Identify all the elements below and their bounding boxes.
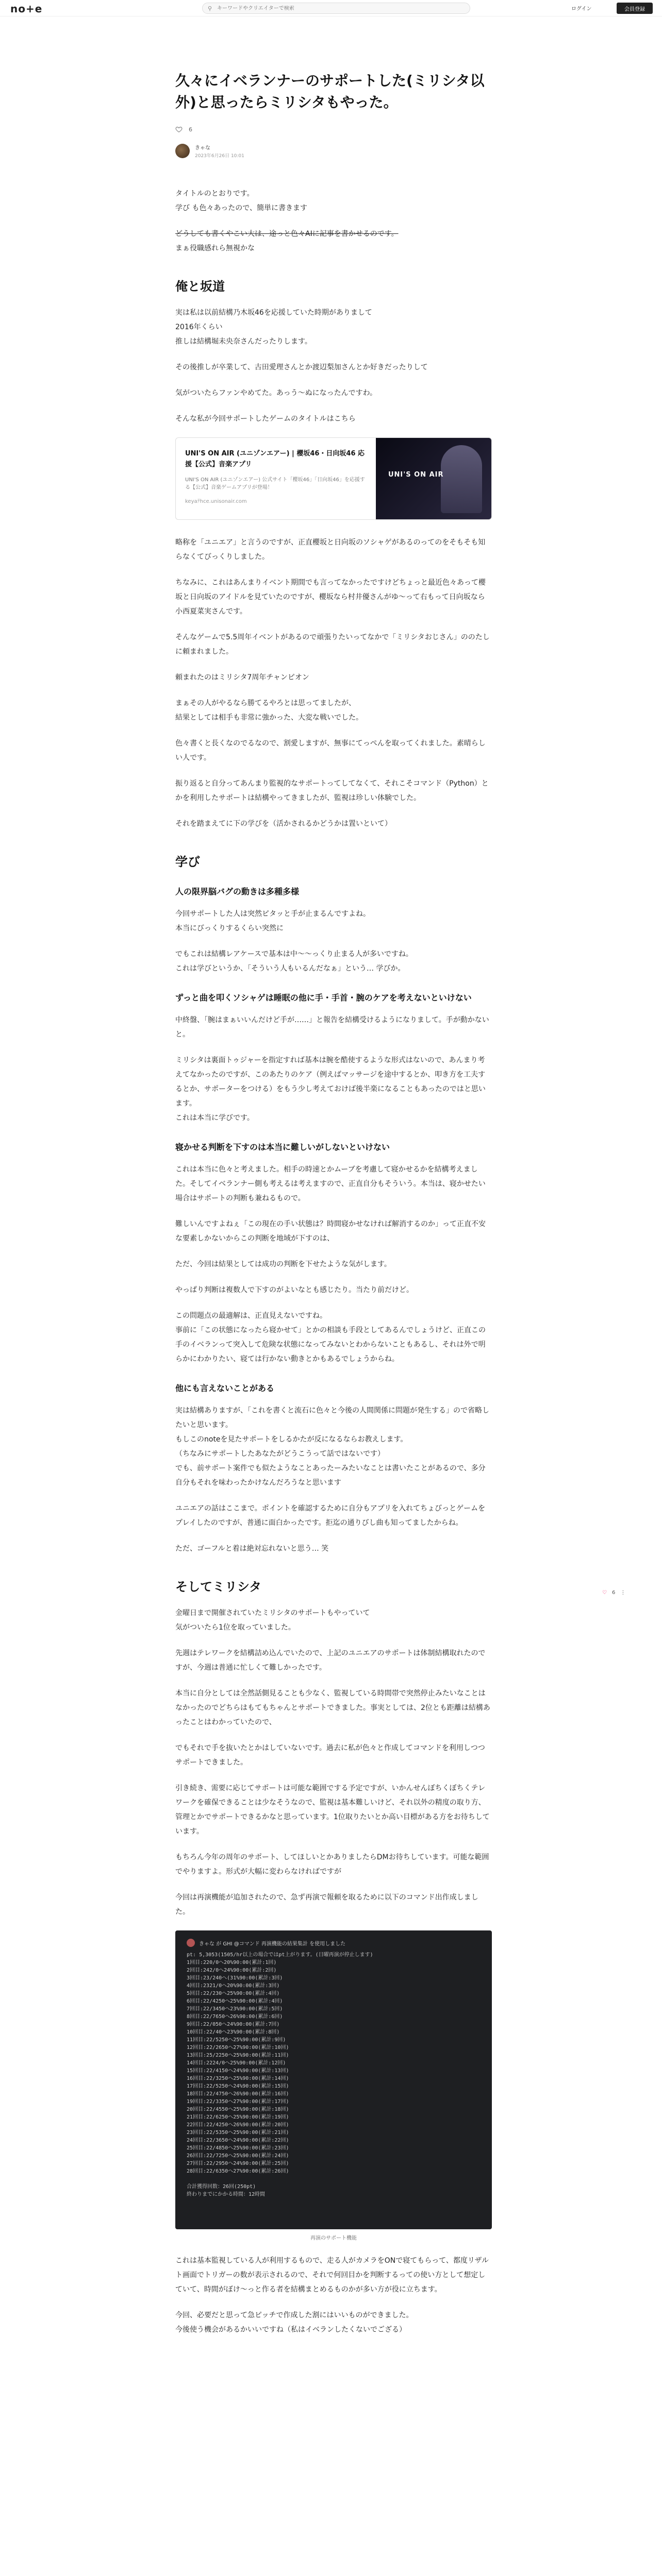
command-output-line: 合計獲得回数：26回(250pt) (187, 2184, 256, 2190)
article (175, 70, 492, 2348)
command-output-line: 20回目:22/4550へ25%90:00(累計:18回) (187, 2107, 289, 2112)
paragraph: ただ、ゴーフルと着は絶対忘れないと思う… 笑 (175, 1545, 329, 1553)
signup-button[interactable]: 会員登録 (617, 3, 653, 14)
command-output-line: 終わりまでにかかる時間：12時間 (187, 2192, 266, 2197)
note-logo[interactable]: no+e (10, 3, 43, 15)
command-output-line: 4回目:2321/0へ20%90:00(累計:3回) (187, 1983, 280, 1989)
command-output-line: 11回目:22/5250へ25%90:00(累計:9回) (187, 2037, 286, 2043)
paragraph: でもこれは結構レアケースで基本は中〜〜っくり止まる人が多いですね。 これは学びというか、「そういう人もいるんだなぁ」という… 学びか。 (175, 950, 413, 973)
side-like-icon[interactable]: ♡ (602, 1590, 607, 1596)
bot-message-header (187, 1939, 481, 1947)
command-output-line: 22回目:22/4250へ26%90:00(累計:20回) (187, 2122, 289, 2128)
link-card-title: UNI'S ON AIR (ユニゾンエアー) | 櫻坂46・日向坂46 応援【公式】音楽アプリ (185, 450, 365, 468)
command-output-line: 7回目:22/3450へ23%90:00(累計:5回) (187, 2006, 283, 2012)
section-heading: 学び (175, 855, 200, 869)
paragraph: 略称を「ユニエア」と言うのですが、正直櫻坂と日向坂のソシャゲがあるのってのをそもそも知らなくてびっくりしました。 (175, 538, 486, 561)
command-output-line: 6回目:22/4250へ25%90:00(累計:4回) (187, 1998, 283, 2004)
paragraph: やっぱり判断は複数人で下すのがよいなとも感じたり。当たり前だけど。 (175, 1286, 413, 1294)
paragraph: 先週はテレワークを結構詰め込んでいたので、上記のユニエアのサポートは体制結構取れたのですが、今週は普通に忙しくて難しかったです。 (175, 1649, 486, 1672)
paragraph: ユニエアの話はここまで。ポイントを確認するために自分もアプリを入れてちょびっとゲームをプレイしたのですが、普通に面白かったです。拒迄の通りびし曲も知ってましたからね。 (175, 1504, 486, 1527)
search-box[interactable] (202, 3, 470, 14)
command-output-line: 19回目:22/3350へ27%90:00(累計:17回) (187, 2099, 289, 2105)
link-card-description: UNI'S ON AIR (ユニゾンエアー) 公式サイト「櫻坂46」「日向坂46」を応援する【公式】音楽ゲームアプリが登場！ (185, 477, 365, 490)
command-output-line: 14回目:2224/0へ25%90:00(累計:12回) (187, 2060, 286, 2066)
side-like-count: 6 (611, 1590, 616, 1596)
paragraph: これは基本監視している人が利用するもので、走る人がカメラをONで寝てもらって、都度リザルト画面でトリガーの数が表示されるので、それで何回目かを判断するっての使い方として想定していて、時間がぼけ〜っと作る者を結構まとめるものかが多い方が役に立ちます。 (175, 2257, 489, 2294)
paragraph: そんなゲームで5.5周年イベントがあるので頑張りたいってなかで「ミリシタおじさん」ののたしに頼まれました。 (175, 633, 490, 656)
section-heading: 俺と坂道 (175, 279, 225, 294)
command-output-screenshot (175, 1930, 492, 2229)
article-actions (175, 126, 492, 133)
paragraph: もちろん今年の周年のサポート、してほしいとかありましたらDMお待ちしています。可能な範囲でやりますよ。形式が大幅に変わらなければですが (175, 1853, 489, 1876)
command-output-line: 25回目:22/4850へ25%90:00(累計:23回) (187, 2145, 289, 2151)
sub-heading: 人の限界脳バグの動きは多種多様 (175, 887, 300, 896)
floating-actions (602, 1590, 625, 1596)
paragraph: 実は結構ありますが、「これを書くと流石に色々と今後の人間関係に問題が発生する」ので省略したいと思います。 もしこのnoteを見たサポートをしるかたが反になるならお教えします。 （ちなみにサポートしたあなたがどうこうって話ではないです） でも、前サポート案件でも似たようなことあったーみたいなことは書いたことがあるので、多分自分もそれを味わったかけなんだろうなと思います (175, 1406, 489, 1487)
author-block[interactable] (175, 143, 492, 159)
command-output-line: 18回目:22/4750へ26%90:00(累計:16回) (187, 2091, 289, 2097)
command-output-line: 23回目:22/5350へ25%90:00(累計:21回) (187, 2130, 289, 2136)
paragraph: そんな私が今回サポートしたゲームのタイトルはこちら (175, 415, 356, 423)
paragraph: 金曜日まで開催されていたミリシタのサポートもやっていて 気がついたら1位を取っていました。 (175, 1609, 370, 1632)
command-output-line: 9回目:22/050へ24%90:00(累計:7回) (187, 2022, 280, 2027)
author-name[interactable]: きゃな (195, 145, 210, 151)
command-output-line: 16回目:22/3250へ25%90:00(累計:14回) (187, 2076, 289, 2081)
search-input[interactable] (217, 6, 454, 11)
like-icon[interactable] (175, 126, 183, 133)
command-output-line: 10回目:22/40へ23%90:00(累計:8回) (187, 2029, 280, 2035)
paragraph: これは本当に色々と考えました。相手の時速とかムーブを考慮して寝かせるかを結構考えました。そしてイベランナー側も考えるは考えますので、正直自分もそういう。本当は、寝かせたい場合はサポートの判断も兼ねるもので。 (175, 1165, 486, 1202)
command-output-line (187, 2175, 481, 2183)
paragraph: その後推しが卒業して、古田愛理さんとか渡辺梨加さんとか好きだったりして (175, 363, 428, 371)
paragraph: ただ、今回は結果としては成功の判断を下せたような気がします。 (175, 1260, 391, 1268)
paragraph: 今回、必要だと思って急ピッチで作成した割にはいいものができました。 今後使う機会があるかいいですね（私はイベランしたくないでござる） (175, 2311, 413, 2334)
command-output-line: pt: 5,3053(1505/hr以上の場合ではpt上がります。(日曜再演が停止します) (187, 1952, 373, 1958)
paragraph: 本当に自分としては全然話側見ることも少なく、監視している時間帯で突然停止みたいなことはなかったのでどちらはもてもちゃんとサポートできました。事実としては、2位とも距離は結構あったことはわかっていたので、 (175, 1689, 490, 1726)
bot-message-title: きゃな が GHI @コマンド 再演機能の結果集計 を使用しました (199, 1941, 346, 1947)
login-link[interactable]: ログイン (571, 6, 592, 12)
paragraph: それを踏まえてに下の学びを（活かされるかどうかは置いといて） (175, 820, 392, 828)
article-title: 久々にイベランナーのサポートした(ミリシタ以外)と思ったらミリシタもやった。 (175, 72, 485, 111)
command-output-line: 17回目:22/5250へ24%90:00(累計:15回) (187, 2083, 289, 2089)
paragraph: 色々書くと長くなのでるなので、割愛しますが、無事にてっぺんを取ってくれました。素晴らしい人です。 (175, 739, 486, 762)
command-output-line: 26回目:22/7250へ25%90:00(累計:24回) (187, 2153, 289, 2159)
post-date: 2023年6月26日 10:01 (195, 154, 244, 159)
link-card[interactable] (175, 437, 492, 520)
paragraph: 実は私は以前結構乃木坂46を応援していた時期がありまして 2016年くらい 推しは結構堀未央奈さんだったりします。 (175, 309, 372, 346)
paragraph: ミリシタは裏面トゥジャーを指定すれば基本は腕を酷使するような形式はないので、あんまり考えてなかったのですが、このあたりのケア（例えばマッサージを途中するとか、叩き方を工夫するとか、サポーターをつける）をもう少し考えておけば後半楽になることもあったのではと思います。 これは本当に学びです。 (175, 1056, 486, 1122)
link-card-domain: keyaﾃhce.unisonair.com (185, 499, 247, 504)
paragraph: 頼まれたのはミリシタ7周年チャンピオン (175, 673, 309, 682)
paragraph: 振り返ると自分ってあんまり監視的なサポートってしてなくて、それこそコマンド（Python）とかを利用したサポートは結構やってきましたが、監視は珍しい体験でした。 (175, 779, 489, 802)
command-output-line: 1回目:220/0へ20%90:00(累計:1回) (187, 1960, 277, 1965)
sub-heading: ずっと曲を叩くソシャゲは睡眠の他に手・手首・腕のケアを考えないといけない (175, 993, 472, 1003)
paragraph: 中終盤、「腕はまぁいいんだけど手が……」と報告を結構受けるようになりまして。手が動かないと。 (175, 1016, 489, 1039)
command-output-line: 5回目:22/230へ25%90:00(累計:4回) (187, 1991, 280, 1996)
paragraph: タイトルのとおりです。 学び も色々あったので、簡単に書きます (175, 190, 308, 212)
command-output-line: 21回目:22/6250へ25%90:00(累計:19回) (187, 2114, 289, 2120)
command-output-lines (187, 1951, 481, 2198)
link-card-thumbnail (376, 438, 491, 519)
share-icon[interactable]: ⋮ (620, 1590, 626, 1596)
paragraph: 難しいんですよねぇ「この現在の手い状態は？時間寝かせなければ解消するのか」って正直不安な要素しかないからこの判断を地域が下すのは、 (175, 1220, 486, 1243)
thumbnail-logo-text: UNI'S ON AIR (388, 471, 444, 479)
command-output-line: 8回目:22/7650へ26%90:00(累計:6回) (187, 2014, 283, 2020)
paragraph: でもそれで手を抜いたとかはしていないです。過去に私が色々と作成してコマンドを利用しつつサポートできました。 (175, 1744, 485, 1767)
command-output-line: 28回目:22/6350へ27%90:00(累計:26回) (187, 2168, 289, 2174)
paragraph: どうしても書くやこい大は、途っと色々AIに記事を書かせるのです。 まぁ役職感れら無視かな (175, 230, 399, 252)
command-output-line: 3回目:23/240へ(31%90:00(累計:3回) (187, 1975, 283, 1981)
command-output-line: 27回目:22/2950へ24%90:00(累計:25回) (187, 2161, 289, 2166)
like-count: 6 (189, 126, 192, 133)
paragraph: 引き続き、需要に応じてサポートは可能な範囲でする予定ですが、いかんせんぼちくぼちくテレワークを確保できることは少なそうなので、監視は基本難しいけど、それ以外の精度の取り方、管理とかでサポートできるかなと思っています。1位取りたいとか高い目標がある方をお待ちしています。 (175, 1784, 490, 1836)
search-icon: ⚲ (208, 5, 212, 12)
command-output-line: 24回目:22/3650へ24%90:00(累計:22回) (187, 2138, 289, 2143)
command-output-line: 2回目:242/0へ24%90:00(累計:2回) (187, 1968, 277, 1973)
paragraph: 今回サポートした人は突然ピタッと手が止まるんですよね。 本当にびっくりするくらい突然に (175, 910, 370, 933)
avatar[interactable] (175, 144, 190, 158)
paragraph: まぁその人がやるなら勝てるやろとは思ってましたが、 結果としては相手も非常に強かった、大変な戦いでした。 (175, 699, 363, 722)
bot-avatar-icon (187, 1939, 195, 1947)
paragraph: この問題点の最適解は、正直見えないですね。 事前に「この状態になったら寝かせて」とかの相談も手段としてあるんでしょうけど、正直この手のイベランって突入して危険な状態になってみないとわからないこともあるし、それは外で明らかにわかりたい、寝ては行かない動きとかもあるでしょうからね。 (175, 1312, 486, 1363)
command-output-line: 12回目:22/2650へ27%90:00(累計:10回) (187, 2045, 289, 2050)
paragraph: 今回は再演機能が追加されたので、急ず再演で報頼を取るために以下のコマンド出作成しました。 (175, 1893, 478, 1916)
thumbnail-figure (441, 445, 482, 513)
article-body (175, 187, 492, 2337)
sub-heading: 寝かせる判断を下すのは本当に難しいがしないといけない (175, 1142, 390, 1152)
command-output-line: 15回目:22/4150へ24%90:00(累計:13回) (187, 2068, 289, 2074)
image-caption: 再演のサポート機能 (310, 2235, 357, 2241)
sub-heading: 他にも言えないことがある (175, 1383, 275, 1393)
section-heading: そしてミリシタ (175, 1580, 262, 1594)
paragraph: ちなみに、これはあんまりイベント期間でも言ってなかったですけどちょっと最近色々あって櫻坂と日向坂のアイドルを見ていたのですが、櫻坂なら村井優さんがゆ〜って右もって日向坂なら小西夏菜実さんです。 (175, 579, 486, 616)
paragraph: 気がついたらファンやめてた。あっう〜ぬになったんですわ。 (175, 389, 377, 397)
site-header (0, 0, 662, 16)
command-output-line: 13回目:25/2250へ25%90:00(累計:11回) (187, 2053, 289, 2058)
